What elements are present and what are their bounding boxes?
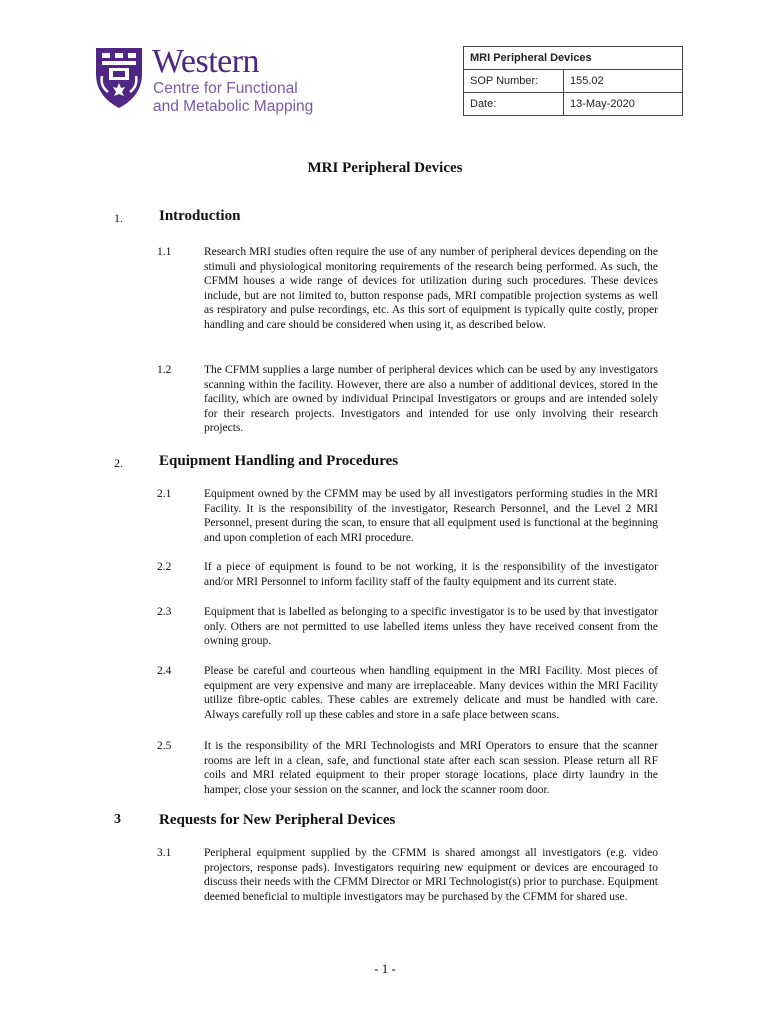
section-number: 2. [114,456,123,470]
paragraph-text: Peripheral equipment supplied by the CFMM is shared amongst all investigators (e.g. video projectors, response pads). Investigators requiring new equipment or devices are encouraged to discuss their needs with the CFMM Director or MRI Technologist(s) prior to purchase. Equipment deemed beneficial to multiple investigators may be purchased by the CFMM for shared use. [204,847,658,903]
sop-table-title: MRI Peripheral Devices [464,47,683,70]
section-number: 3 [114,812,121,827]
paragraph-text: Equipment that is labelled as belonging to a specific investigator is to be used by that investigator only. Others are not permitted to use labelled items unless they have received consent from the owning group. [204,606,658,647]
paragraph-text: Equipment owned by the CFMM may be used by all investigators performing studies in the MRI Facility. It is the responsibility of the investigator, Research Personnel, and the Level 2 MRI Personnel, present during the scan, to ensure that all equipment used is functional at the beginning and upon completion of each MRI procedure. [204,488,658,544]
paragraph-number: 2.4 [157,665,172,677]
paragraph-text: Please be careful and courteous when handling equipment in the MRI Facility. Most pieces of equipment are very expensive and many are irreplaceable. Many devices within the MRI Facility utilize fibre-optic cables. These cables are extremely delicate and must be handled with care. Always carefully roll up these cables and store in a safe place between scans. [204,665,658,721]
section-title: Introduction [159,208,241,224]
western-crest-icon [94,44,144,110]
document-title: MRI Peripheral Devices [307,160,463,176]
sop-info-table [463,46,683,116]
page-number: - 1 - [374,961,396,976]
date-value: 13-May-2020 [564,93,683,116]
paragraph-text: Research MRI studies often require the use of any number of peripheral devices depending on the stimuli and physiological monitoring requirements of the research being performed. As such, the CFMM houses a wide range of devices for utilization during such procedures. These devices include, but are not limited to, button response pads, MRI compatible projection systems as well as respiratory and pulse recordings, etc. As this sort of equipment is typically quite costly, proper handling and care should be considered when using it, as described below. [204,246,658,331]
paragraph-text: The CFMM supplies a large number of peripheral devices which can be used by any investigators scanning within the facility. However, there are also a number of additional devices, stored in the facility, which are owned by individual Principal Investigators or groups and are intended solely for their research projects. Investigators and intended for use only involving their research projects. [204,364,658,434]
paragraph-text: It is the responsibility of the MRI Technologists and MRI Operators to ensure that the scanner rooms are left in a clean, safe, and functional state after each scan session. Please return all RF coils and MRI related equipment to their proper storage locations, place dirty laundry in the hamper, close your session on the scanner, and lock the scanner room door. [204,740,658,796]
section-title: Equipment Handling and Procedures [159,453,399,469]
paragraph-number: 2.1 [157,488,172,500]
sop-number-value: 155.02 [564,70,683,93]
section-title: Requests for New Peripheral Devices [159,812,396,828]
section-number: 1. [114,211,123,225]
logo-subtitle-line1: Centre for Functional [153,80,298,97]
sop-number-label: SOP Number: [464,70,564,93]
western-logo [94,44,334,120]
paragraph-text: If a piece of equipment is found to be not working, it is the responsibility of the investigator and/or MRI Personnel to inform facility staff of the faulty equipment and its current state. [204,561,658,588]
paragraph-number: 3.1 [157,847,172,859]
date-label: Date: [464,93,564,116]
paragraph-number: 1.2 [157,364,172,376]
paragraph-number: 1.1 [157,246,172,258]
paragraph-number: 2.5 [157,740,172,752]
paragraph-number: 2.3 [157,606,172,618]
logo-wordmark: Western [152,43,260,80]
paragraph-number: 2.2 [157,561,172,573]
logo-subtitle-line2: and Metabolic Mapping [153,98,314,115]
